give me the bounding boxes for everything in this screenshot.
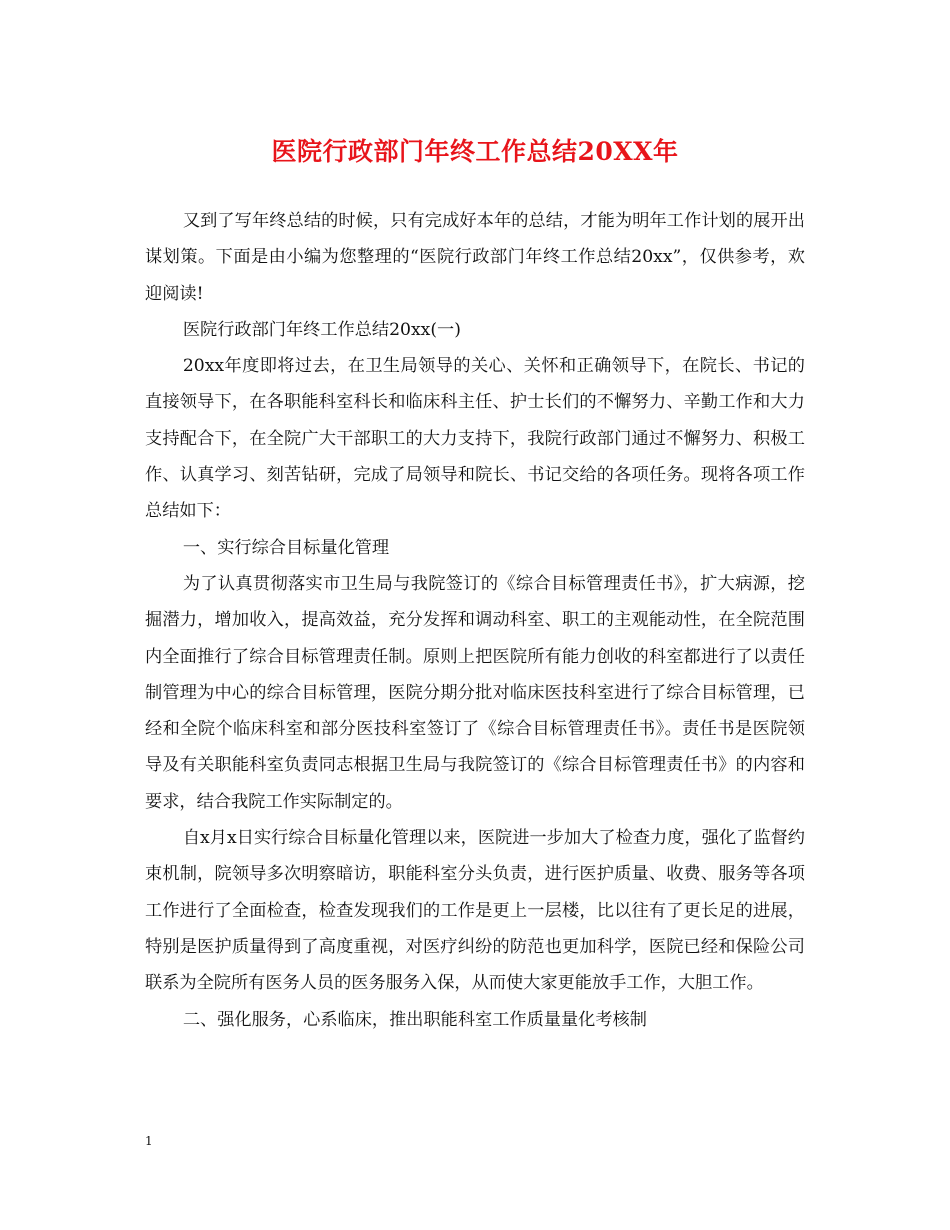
section-heading-2: 二、强化服务，心系临床，推出职能科室工作质量量化考核制	[182, 1009, 647, 1030]
paragraph-section-1-b: 自x月x日实行综合目标量化管理以来，医院进一步加大了检查力度，强化了监督约束机制，院领导多次明察暗访，职能科室分头负责，进行医护质量、收费、服务等各项工作进行了全面检查，检查发现我们的工作是更上一层楼，比以往有了更长足的进展，特别是医护质量得到了高度重视，对医疗纠纷的防范也更加科学，医院已经和保险公司联系为全院所有医务人员的医务服务入保，从而使大家更能放手工作，大胆工作。	[145, 828, 805, 994]
section-heading-1: 一、实行综合目标量化管理	[182, 537, 390, 558]
paragraph-subtitle: 医院行政部门年终工作总结20xx(一)	[182, 319, 461, 340]
paragraph-intro: 又到了写年终总结的时候，只有完成好本年的总结，才能为明年工作计划的展开出谋划策。下面是由小编为您整理的“医院行政部门年终工作总结20xx”，仅供参考，欢迎阅读!	[145, 211, 805, 304]
document-body	[145, 203, 805, 1038]
paragraph-overview: 20xx年度即将过去，在卫生局领导的关心、关怀和正确领导下，在院长、书记的直接领导下，在各职能科室科长和临床科主任、护士长们的不懈努力、辛勤工作和大力支持配合下，在全院广大干部职工的大力支持下，我院行政部门通过不懈努力、积极工作、认真学习、刻苦钻研，完成了局领导和院长、书记交给的各项任务。现将各项工作总结如下：	[145, 356, 805, 522]
document-title: 医院行政部门年终工作总结20XX年	[271, 137, 679, 166]
page-number: 1	[145, 1134, 153, 1148]
paragraph-section-1-a: 为了认真贯彻落实市卫生局与我院签订的《综合目标管理责任书》，扩大病源，挖掘潜力，增加收入，提高效益，充分发挥和调动科室、职工的主观能动性，在全院范围内全面推行了综合目标管理责任制。原则上把医院所有能力创收的科室都进行了以责任制管理为中心的综合目标管理，医院分期分批对临床医技科室进行了综合目标管理，已经和全院个临床科室和部分医技科室签订了《综合目标管理责任书》。责任书是医院领导及有关职能科室负责同志根据卫生局与我院签订的《综合目标管理责任书》的内容和要求，结合我院工作实际制定的。	[145, 573, 805, 812]
